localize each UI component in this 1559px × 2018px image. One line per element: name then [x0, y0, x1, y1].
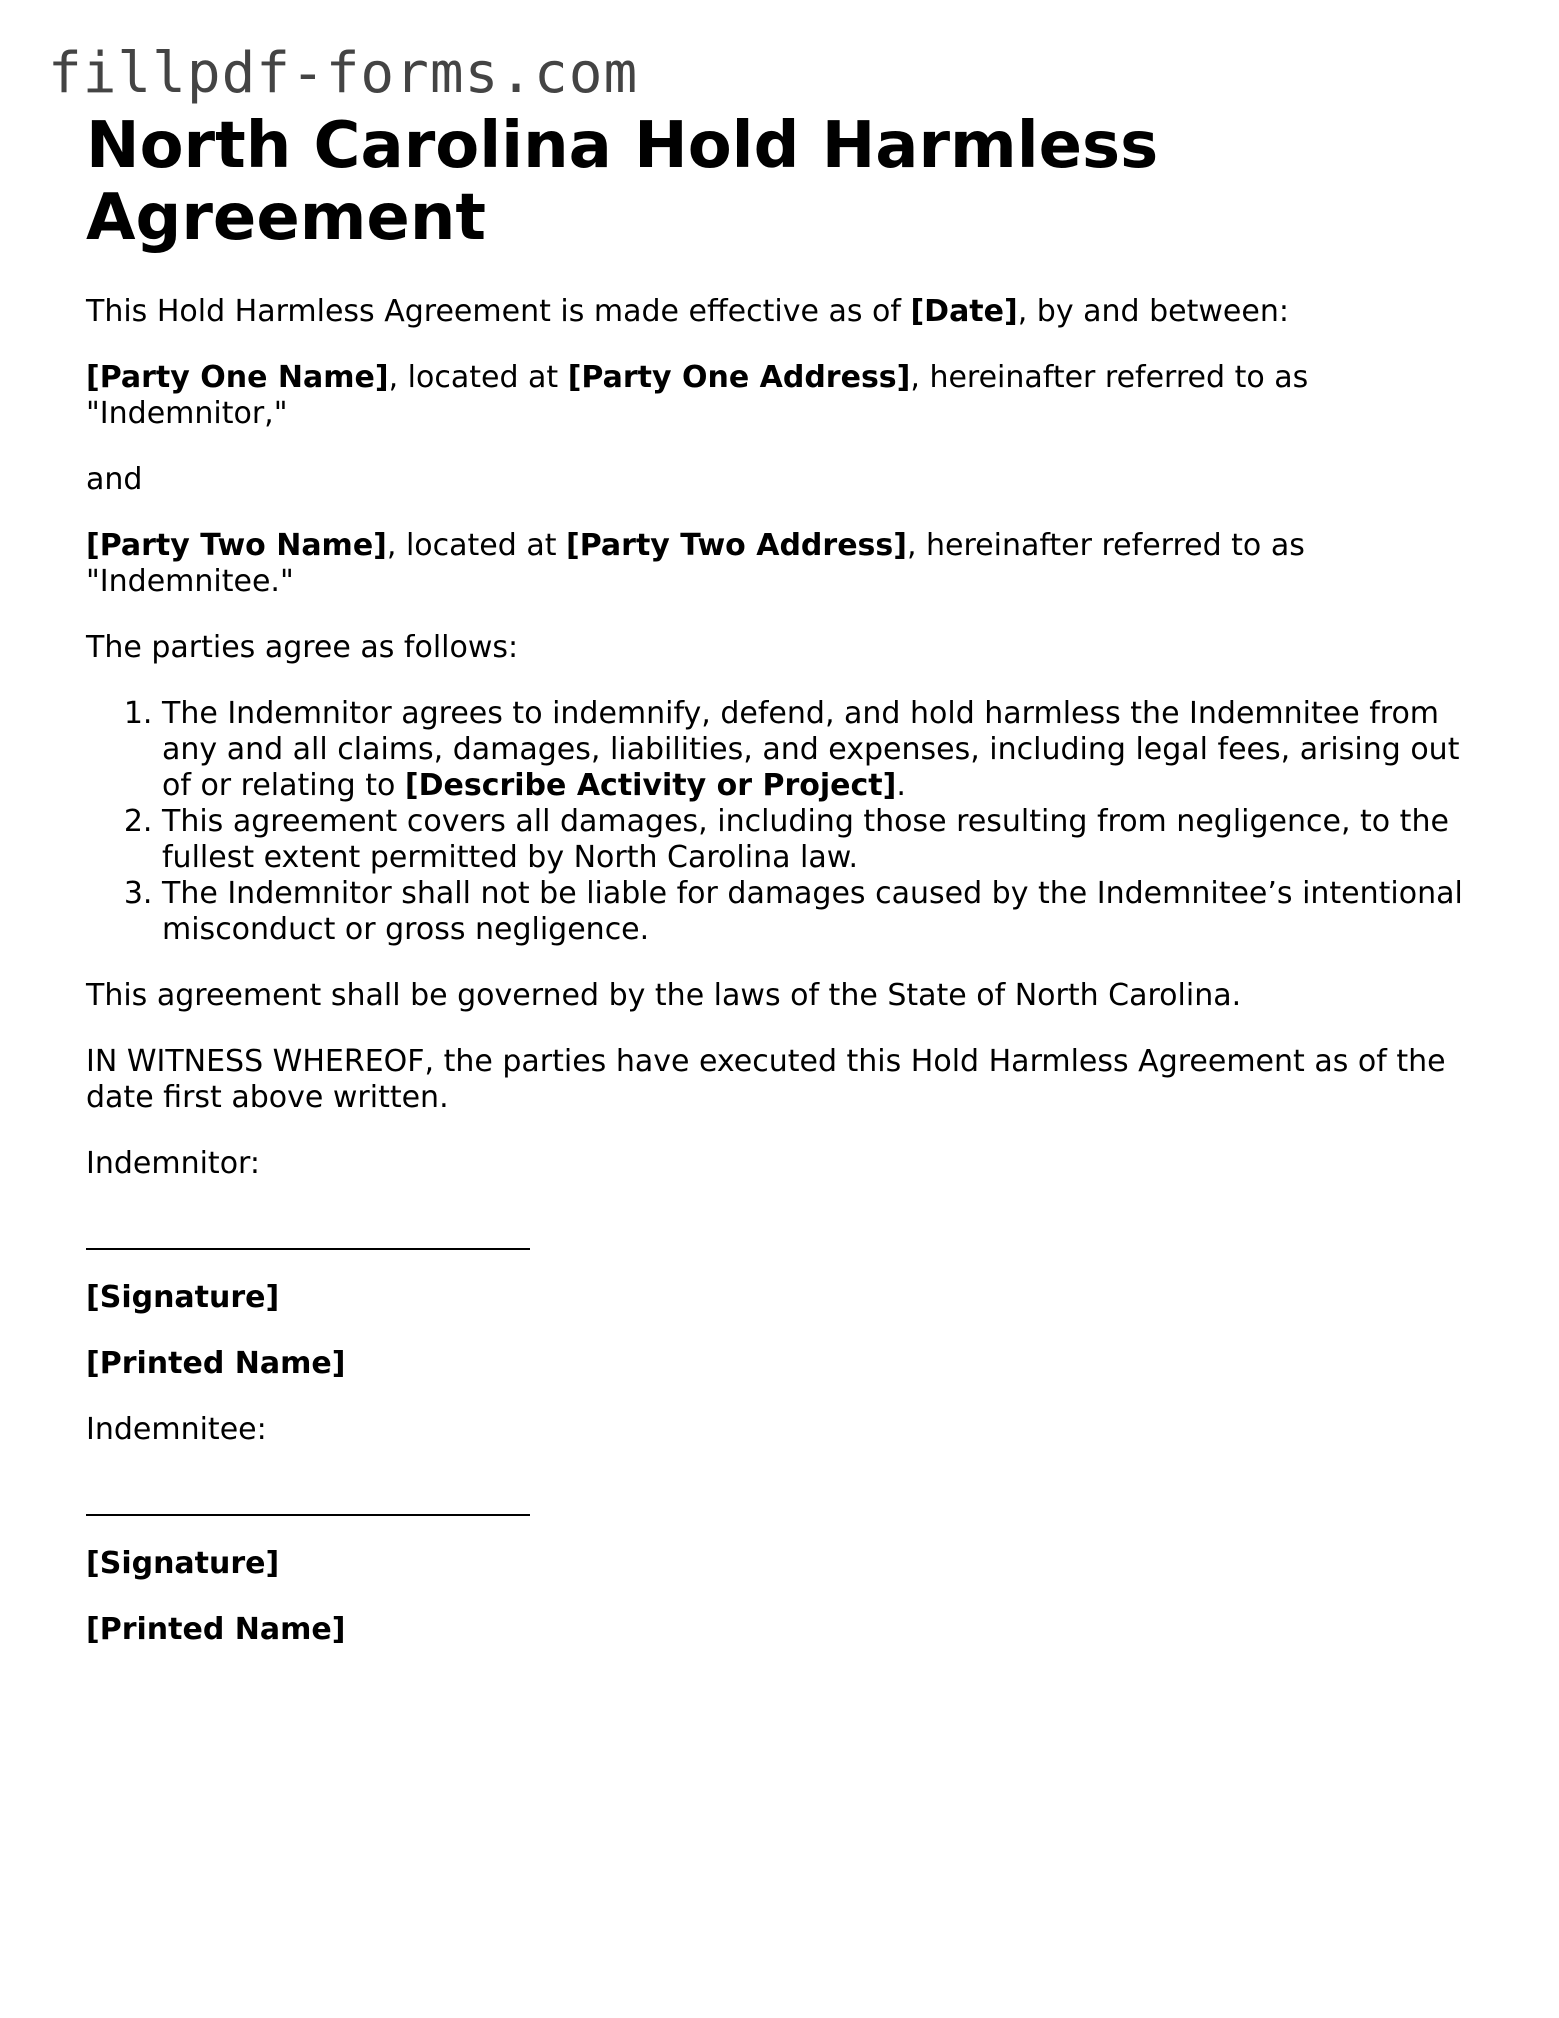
term-1-text: The Indemnitor agrees to indemnify, defend, and hold harmless the Indemnitee from any and all claims, damages, liabilities, and expenses, including legal fees, arising out of or relating to — [162, 696, 1460, 803]
term-item-2: 2. This agreement covers all damages, including those resulting from negligence, to the fullest extent permitted by North Carolina law. — [162, 804, 1466, 876]
party-two-located-at: , located at — [386, 528, 567, 563]
intro-paragraph — [86, 294, 1466, 330]
and-text: and — [86, 462, 143, 497]
party-two-suffix: , hereinafter referred to as "Indemnitee." — [86, 528, 1305, 599]
activity-placeholder: [Describe Activity or Project] — [404, 768, 897, 803]
indemnitee-signature-line — [86, 1478, 530, 1516]
term-1-suffix: . — [896, 768, 906, 803]
indemnitor-signature-label: [Signature] — [86, 1280, 280, 1315]
party-one-suffix: , hereinafter referred to as "Indemnitor," — [86, 360, 1309, 431]
document-page — [86, 110, 1466, 1648]
term-item-3: 3. The Indemnitor shall not be liable for damages caused by the Indemnitee’s intentional misconduct or gross negligence. — [162, 876, 1466, 948]
party-one-address: [Party One Address] — [567, 360, 911, 395]
date-placeholder: [Date] — [910, 294, 1018, 329]
document-title: North Carolina Hold Harmless Agreement — [86, 109, 1159, 255]
watermark-logo: fillpdf-forms.com — [48, 41, 639, 106]
party-two-address: [Party Two Address] — [566, 528, 907, 563]
party-two-paragraph — [86, 528, 1466, 600]
witness-clause: IN WITNESS WHEREOF, the parties have executed this Hold Harmless Agreement as of the date first above written. — [86, 1044, 1446, 1115]
governing-law: This agreement shall be governed by the laws of the State of North Carolina. — [86, 978, 1242, 1013]
indemnitor-signature-line — [86, 1212, 530, 1250]
agree-text: The parties agree as follows: — [86, 630, 519, 665]
intro-suffix: , by and between: — [1017, 294, 1289, 329]
party-one-located-at: , located at — [388, 360, 568, 395]
indemnitor-label: Indemnitor: — [86, 1146, 260, 1181]
party-one-paragraph — [86, 360, 1466, 432]
terms-list — [86, 696, 1466, 948]
party-two-name: [Party Two Name] — [86, 528, 387, 563]
term-item-1 — [162, 696, 1466, 804]
party-one-name: [Party One Name] — [86, 360, 389, 395]
indemnitee-signature-label: [Signature] — [86, 1546, 280, 1581]
intro-prefix: This Hold Harmless Agreement is made effective as of — [86, 294, 911, 329]
indemnitee-label: Indemnitee: — [86, 1412, 267, 1447]
indemnitee-printed-name-label: [Printed Name] — [86, 1612, 346, 1647]
indemnitor-printed-name-label: [Printed Name] — [86, 1346, 346, 1381]
